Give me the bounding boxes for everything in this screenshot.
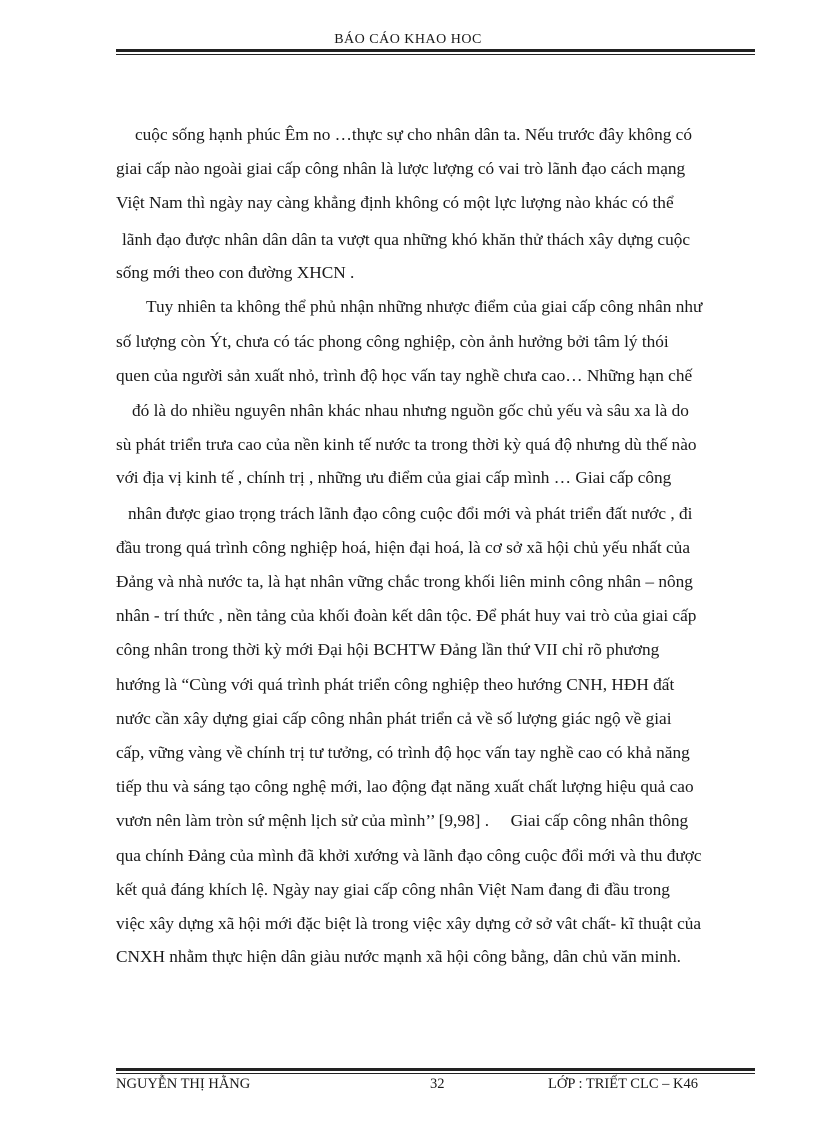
header-rule-thick xyxy=(116,49,755,52)
text-line: số lượng còn Ýt, chưa có tác phong công nghiệp, còn ảnh hưởng bởi tâm lý thói xyxy=(116,332,669,351)
text-line: công nhân trong thời kỳ mới Đại hội BCHTW Đảng lần thứ VII chỉ rõ phương xyxy=(116,640,660,659)
text-line: với địa vị kinh tế , chính trị , những ưu điểm của giai cấp mình … Giai cấp công xyxy=(116,468,672,487)
text-line: đầu trong quá trình công nghiệp hoá, hiện đại hoá, là cơ sở xã hội chủ yếu nhất của xyxy=(116,538,690,557)
footer-class-label: LỚP : TRIẾT CLC – K46 xyxy=(548,1076,698,1092)
text-line: nhân được giao trọng trách lãnh đạo công cuộc đổi mới và phát triển đất nước , đi xyxy=(128,504,693,523)
text-line: đó là do nhiều nguyên nhân khác nhau nhưng nguồn gốc chủ yếu và sâu xa là do xyxy=(132,401,689,420)
footer-page-number: 32 xyxy=(430,1076,445,1092)
text-line: CNXH nhằm thực hiện dân giàu nước mạnh xã hội công bằng, dân chủ văn minh. xyxy=(116,947,681,966)
text-line: sù phát triển trưa cao của nền kinh tế nước ta trong thời kỳ quá độ nhưng dù thế nào xyxy=(116,435,697,454)
text-line: quen của người sản xuất nhỏ, trình độ học vấn tay nghề chưa cao… Những hạn chế xyxy=(116,366,693,385)
text-line: nước cần xây dựng giai cấp công nhân phát triển cả về số lượng giác ngộ về giai xyxy=(116,709,672,728)
text-line: Đảng và nhà nước ta, là hạt nhân vững chắc trong khối liên minh công nhân – nông xyxy=(116,572,693,591)
footer-author: NGUYỄN THỊ HẰNG xyxy=(116,1076,251,1092)
header-rule-thin xyxy=(116,54,755,55)
text-line: cấp, vững vàng về chính trị tư tưởng, có trình độ học vấn tay nghề cao có khả năng xyxy=(116,743,690,762)
text-line: nhân - trí thức , nền tảng của khối đoàn kết dân tộc. Để phát huy vai trò của giai cấp xyxy=(116,606,697,625)
text-line: vươn nên làm tròn sứ mệnh lịch sử của mình’’ [9,98] . Giai cấp công nhân thông xyxy=(116,811,689,830)
text-line: tiếp thu và sáng tạo công nghệ mới, lao động đạt năng xuất chất lượng hiệu quả cao xyxy=(116,777,694,796)
text-line: qua chính Đảng của mình đã khởi xướng và lãnh đạo công cuộc đổi mới và thu được xyxy=(116,846,702,865)
text-line: việc xây dựng xã hội mới đặc biệt là trong việc xây dựng cở sở vât chất- kĩ thuật của xyxy=(116,914,702,933)
footer-rule-thin xyxy=(116,1073,755,1074)
report-title: BÁO CÁO KHAO HOC xyxy=(334,32,482,47)
text-line: kết quả đáng khích lệ. Ngày nay giai cấp công nhân Việt Nam đang đi đầu trong xyxy=(116,880,670,899)
text-line: Tuy nhiên ta không thể phủ nhận những nhược điểm của giai cấp công nhân như xyxy=(146,297,703,316)
text-line: hướng là “Cùng với quá trình phát triển công nghiệp theo hướng CNH, HĐH đất xyxy=(116,675,675,694)
text-line: sống mới theo con đường XHCN . xyxy=(116,263,355,282)
footer-rule-thick xyxy=(116,1068,755,1071)
text-line: Việt Nam thì ngày nay càng khẳng định không có một lực lượng nào khác có thể xyxy=(116,193,674,212)
text-line: giai cấp nào ngoài giai cấp công nhân là lược lượng có vai trò lãnh đạo cách mạng xyxy=(116,159,686,178)
text-line: lãnh đạo được nhân dân dân ta vượt qua những khó khăn thử thách xây dựng cuộc xyxy=(122,230,691,249)
text-line: cuộc sống hạnh phúc Êm no …thực sự cho nhân dân ta. Nếu trước đây không có xyxy=(135,125,692,144)
